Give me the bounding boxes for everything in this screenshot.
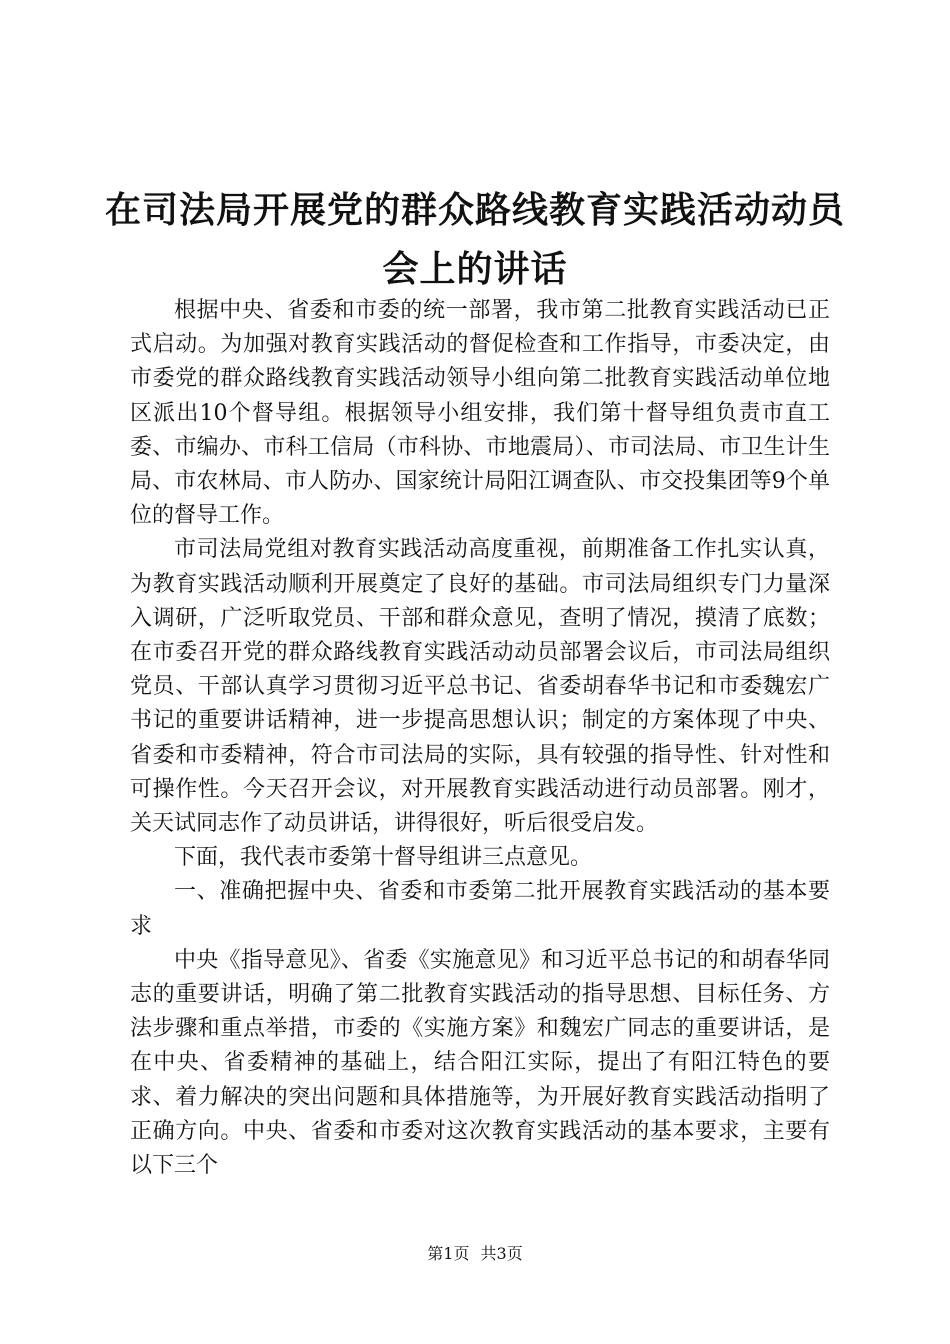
section-heading: 一、准确把握中央、省委和市委第二批开展教育实践活动的基本要求 [130, 879, 830, 939]
document-body [130, 294, 830, 1183]
document-title-line-2: 会上的讲话 [382, 248, 568, 290]
page-number: 第1页 [427, 1244, 470, 1263]
paragraph: 下面，我代表市委第十督导组讲三点意见。 [174, 845, 593, 871]
page-footer [0, 1243, 950, 1265]
paragraph: 市司法局党组对教育实践活动高度重视，前期准备工作扎实认真，为教育实践活动顺利开展奠定了良好的基础。市司法局组织专门力量深入调研，广泛听取党员、干部和群众意见，查明了情况，摸清了底数；在市委召开党的群众路线教育实践活动动员部署会议后，市司法局组织党员、干部认真学习贯彻习近平总书记、省委胡春华书记和市委魏宏广书记的重要讲话精神，进一步提高思想认识；制定的方案体现了中央、省委和市委精神，符合市司法局的实际，具有较强的指导性、针对性和可操作性。今天召开会议，对开展教育实践活动进行动员部署。刚才，关天试同志作了动员讲话，讲得很好，听后很受启发。 [130, 537, 830, 837]
paragraph: 根据中央、省委和市委的统一部署，我市第二批教育实践活动已正式启动。为加强对教育实践活动的督促检查和工作指导，市委决定，由市委党的群众路线教育实践活动领导小组向第二批教育实践活动单位地区派出10个督导组。根据领导小组安排，我们第十督导组负责市直工委、市编办、市科工信局（市科协、市地震局）、市司法局、市卫生计生局、市农林局、市人防办、国家统计局阳江调查队、市交投集团等9个单位的督导工作。 [130, 298, 830, 529]
page-total: 共3页 [480, 1244, 523, 1263]
paragraph: 中央《指导意见》、省委《实施意见》和习近平总书记的和胡春华同志的重要讲话，明确了第二批教育实践活动的指导思想、目标任务、方法步骤和重点举措，市委的《实施方案》和魏宏广同志的重要讲话，是在中央、省委精神的基础上，结合阳江实际，提出了有阳江特色的要求、着力解决的突出问题和具体措施等，为开展好教育实践活动指明了正确方向。中央、省委和市委对这次教育实践活动的基本要求，主要有以下三个 [130, 947, 830, 1179]
document-title-line-1: 在司法局开展党的群众路线教育实践活动动员 [104, 189, 845, 231]
